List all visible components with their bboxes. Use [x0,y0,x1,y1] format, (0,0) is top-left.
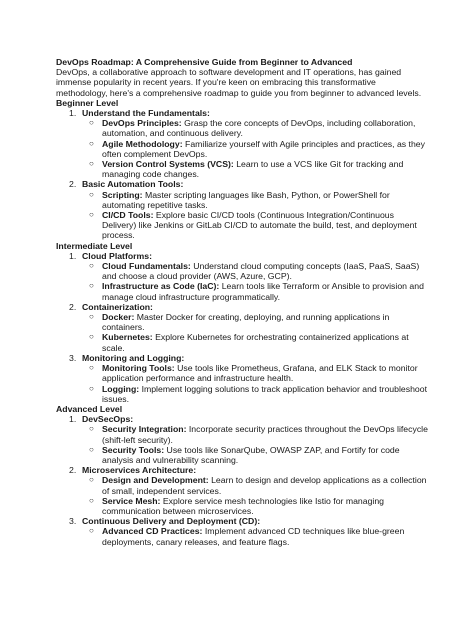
hollow-bullet-icon: ○ [89,189,94,199]
hollow-bullet-icon: ○ [89,138,94,148]
list-item [89,281,428,302]
section-item [69,301,428,353]
item-term: Kubernetes: [102,332,153,343]
item-description: Use tools like SonarQube, OWASP ZAP, and Fortify for code analysis and vulnerability scanning. [102,444,400,465]
level-heading: Beginner Level [56,97,119,108]
hollow-bullet-icon: ○ [89,210,94,220]
item-description: Explore service mesh technologies like Istio for managing communication between microservices. [102,495,385,516]
item-description: Implement advanced CD techniques like blue-green deployments, canary releases, and feature flags. [102,526,405,547]
item-description: Explore Kubernetes for orchestrating containerized applications at scale. [102,332,409,353]
section-number: 2. [69,465,77,476]
list-item [89,159,428,180]
item-description: Understand cloud computing concepts (IaaS, PaaS, SaaS) and choose a cloud provider (AWS, Azure, GCP). [102,261,420,282]
section-title: Monitoring and Logging: [82,352,185,363]
hollow-bullet-icon: ○ [89,363,94,373]
section-item [69,108,428,180]
section-number: 2. [69,301,77,312]
level-heading: Advanced Level [56,403,123,414]
list-item [89,261,428,282]
item-description: Incorporate security practices throughout the DevOps lifecycle (shift-left security). [102,424,428,445]
section-item [69,465,428,516]
list-item [89,332,428,353]
item-term: Security Tools: [102,444,165,455]
list-item [89,312,428,333]
item-list [82,190,428,241]
section-list [56,108,428,241]
hollow-bullet-icon: ○ [89,332,94,342]
hollow-bullet-icon: ○ [89,281,94,291]
item-list [82,363,428,404]
section-title: Microservices Architecture: [82,465,197,476]
hollow-bullet-icon: ○ [89,383,94,393]
item-term: DevOps Principles: [102,118,182,129]
list-item [89,475,428,496]
section-title: DevSecOps: [82,414,134,425]
item-description: Learn to design and develop applications as a collection of small, independent services. [102,475,427,496]
item-term: Version Control Systems (VCS): [102,159,234,170]
hollow-bullet-icon: ○ [89,118,94,128]
item-description: Master scripting languages like Bash, Python, or PowerShell for automating repetitive tasks. [102,189,390,210]
item-term: Docker: [102,312,135,323]
item-term: Logging: [102,383,140,394]
list-item [89,118,428,139]
item-term: Agile Methodology: [102,138,183,149]
hollow-bullet-icon: ○ [89,312,94,322]
section-item [69,414,428,465]
section-number: 1. [69,414,77,425]
section-title: Containerization: [82,301,153,312]
list-item [89,383,428,404]
hollow-bullet-icon: ○ [89,495,94,505]
item-term: Infrastructure as Code (IaC): [102,281,220,292]
hollow-bullet-icon: ○ [89,424,94,434]
section-item [69,179,428,241]
section-title: Understand the Fundamentals: [82,108,210,119]
list-item [89,424,428,445]
section-item [69,250,428,302]
item-list [82,424,428,465]
item-list [82,312,428,353]
document-page [56,57,428,547]
hollow-bullet-icon: ○ [89,159,94,169]
level-heading: Intermediate Level [56,240,133,251]
item-list [82,526,428,546]
list-item [89,138,428,159]
list-item [89,210,428,241]
list-item [89,363,428,384]
item-term: Service Mesh: [102,495,161,506]
item-description: Learn to use a VCS like Git for tracking and managing code changes. [102,159,404,180]
item-description: Use tools like Prometheus, Grafana, and ELK Stack to monitor application performance and infrastructure health. [102,363,418,384]
list-item [89,526,428,547]
item-description: Learn tools like Terraform or Ansible to provision and manage cloud infrastructure programmatically. [102,281,424,302]
item-term: CI/CD Tools: [102,210,154,221]
hollow-bullet-icon: ○ [89,475,94,485]
item-term: Cloud Fundamentals: [102,261,191,272]
item-description: Master Docker for creating, deploying, and running applications in containers. [102,312,390,333]
item-description: Familiarize yourself with Agile principles and practices, as they often complement DevOps. [102,138,425,159]
section-title: Basic Automation Tools: [82,179,184,190]
section-item [69,352,428,404]
item-term: Monitoring Tools: [102,363,175,374]
document-title: DevOps Roadmap: A Comprehensive Guide from Beginner to Advanced [56,57,353,67]
section-title: Cloud Platforms: [82,250,152,261]
item-term: Design and Development: [102,475,209,486]
list-item [89,189,428,210]
roadmap-levels [56,98,428,547]
item-list [82,475,428,516]
intro-paragraph: DevOps, a collaborative approach to software development and IT operations, has gained immense popularity in recent years. If you're keen on embracing this transformative methodology, here's a comprehensive roadmap to guide you from beginner to advanced levels. [56,67,422,98]
item-term: Security Integration: [102,424,187,435]
section-number: 2. [69,179,77,190]
section-number: 3. [69,352,77,363]
section-item [69,516,428,547]
section-number: 1. [69,108,77,119]
hollow-bullet-icon: ○ [89,444,94,454]
list-item [89,444,428,465]
hollow-bullet-icon: ○ [89,261,94,271]
section-number: 3. [69,516,77,527]
item-list [82,118,428,179]
item-description: Implement logging solutions to track application behavior and troubleshoot issues. [102,383,427,404]
list-item [89,495,428,516]
section-list [56,251,428,404]
item-term: Scripting: [102,189,143,200]
section-list [56,414,428,547]
section-number: 1. [69,250,77,261]
item-description: Grasp the core concepts of DevOps, including collaboration, automation, and continuous delivery. [102,118,416,139]
section-title: Continuous Delivery and Deployment (CD): [82,516,261,527]
item-term: Advanced CD Practices: [102,526,203,537]
hollow-bullet-icon: ○ [89,526,94,536]
item-list [82,261,428,302]
item-description: Explore basic CI/CD tools (Continuous Integration/Continuous Delivery) like Jenkins or GitLab CI/CD to automate the build, test, and deployment process. [102,210,417,241]
